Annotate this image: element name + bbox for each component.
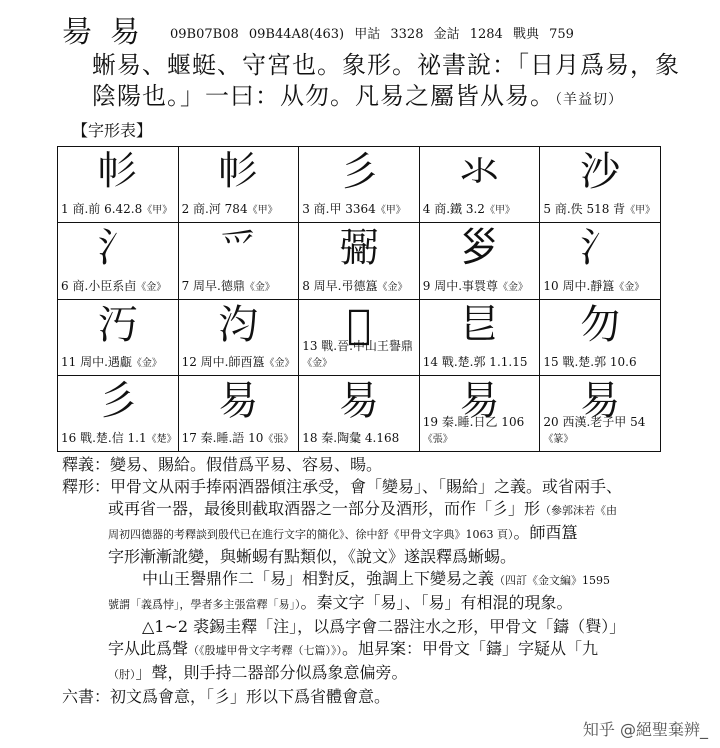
glyph-source-ref: 20 西漢.老子甲 54 [543, 415, 646, 429]
ancient-glyph-icon: 䰜 [338, 225, 379, 272]
glyph-caption [543, 201, 658, 219]
glyph-table-label: 【字形表】 [72, 121, 153, 140]
p3-line-2-text: 字从此爲聲 [108, 639, 189, 658]
ancient-glyph-icon: 易 [580, 377, 621, 424]
glyph-corpus: 《張》 [422, 434, 453, 445]
glyph-cell [178, 375, 299, 451]
glyph-caption [543, 278, 658, 296]
glyph-cell [299, 147, 420, 223]
glyph-corpus: 《甲》 [142, 205, 173, 217]
glyph-cell [58, 299, 179, 375]
glyph-cell [299, 299, 420, 375]
glyph-source-ref: 12 周中.師酉簋 [181, 354, 265, 369]
glyph-caption [302, 201, 417, 219]
glyph-corpus: 《甲》 [247, 205, 278, 217]
glyph-caption [423, 354, 538, 372]
ancient-glyph-icon: 𢁘 [97, 149, 138, 195]
glyph-caption [302, 338, 417, 372]
glyph-caption [182, 430, 297, 448]
glyph-source-ref: 1 商.前 6.42.8 [61, 202, 143, 217]
glyph-corpus: 《金》 [131, 357, 162, 369]
glyph-caption [61, 201, 176, 219]
glyph-table-row [58, 375, 661, 451]
reference-codes: 09B07B08 09B44A8(463) 甲詁 3328 金詁 1284 戰典 759 [170, 27, 574, 42]
glyph-caption [543, 354, 658, 372]
glyph-corpus: 《金》 [302, 357, 333, 369]
headword-character: 易 [110, 15, 140, 50]
glyph-cell [178, 299, 299, 375]
shiyi-paragraph: 釋義：變易、賜給。假借爲平易、容易、暘。 [62, 455, 383, 474]
glyph-table [57, 146, 661, 452]
shixing-note-2: 周初四德器的考釋談到殷代已在進行文字的簡化》、徐中舒《甲骨文字典》1063 頁） [108, 528, 514, 541]
glyph-caption [61, 278, 176, 296]
p2-line-2 [62, 592, 672, 616]
commentary [62, 454, 672, 708]
liushu-text: 六書：初文爲會意，「 [62, 687, 215, 706]
glyph-source-ref: 5 商.佚 518 背 [543, 202, 626, 217]
seal-script-glyph: 昜 [62, 15, 92, 50]
glyph-caption [423, 278, 538, 296]
ancient-glyph-icon: 勿 [580, 301, 621, 348]
shuowen-definition [92, 50, 692, 116]
glyph-source-ref: 18 秦.陶彙 4.168 [302, 431, 400, 445]
ancient-glyph-icon: 易 [218, 377, 259, 424]
p3-line-2-end: 。旭昇案：甲骨文「鑄」字疑从「九 [342, 639, 599, 658]
glyph-source-ref: 3 商.甲 3364 [302, 202, 376, 217]
glyph-cell [540, 375, 661, 451]
glyph-cell [178, 147, 299, 223]
ancient-glyph-icon: 汅 [97, 301, 138, 348]
ancient-glyph-icon: 汮 [218, 301, 259, 348]
liushu-glyph-icon: 彡 [214, 687, 231, 706]
shixing-line-2-text: 或再省一器，最後則截取酒器之一部分及酒形，而作「 [108, 499, 493, 518]
ancient-glyph-icon: 𣲖 [346, 301, 371, 348]
ancient-glyph-icon: 氺 [459, 149, 500, 195]
p3-note: （《殷墟甲骨文字考釋（七篇）》） [188, 644, 343, 657]
glyph-cell [540, 299, 661, 375]
glyph-source-ref: 13 戰.晉.中山王譽鼎 [302, 338, 413, 353]
shixing-line-3-end: 。師酉簋 [513, 523, 578, 542]
glyph-cell [419, 375, 540, 451]
glyph-corpus: 《甲》 [484, 205, 515, 217]
glyph-source-ref: 15 戰.楚.郭 10.6 [543, 354, 637, 369]
definition-line-1: 蜥易、蝘蜓、守宮也。象形。祕書說：「日月爲易，象 [92, 51, 680, 79]
glyph-source-ref: 19 秦.睡.日乙 106 [422, 415, 525, 429]
shixing-line-2-end: 」形 [508, 499, 541, 518]
glyph-corpus: 《金》 [136, 281, 167, 293]
glyph-source-ref: 11 周中.遇甗 [61, 354, 132, 369]
glyph-cell [299, 223, 420, 299]
ancient-glyph-icon: 彡 [97, 377, 138, 424]
glyph-cell [58, 223, 179, 299]
glyph-caption [182, 201, 297, 219]
glyph-source-ref: 17 秦.睡.語 10 [181, 431, 264, 445]
inline-glyph-icon: 彡 [492, 499, 509, 518]
p3-line-2 [62, 638, 672, 662]
p3-line-3 [62, 662, 672, 686]
glyph-cell [419, 147, 540, 223]
glyph-corpus: 《楚》 [146, 434, 177, 445]
definition-line-2-text: 陰陽也。」一曰：从勿。凡易之屬皆从易。 [92, 82, 555, 110]
glyph-source-ref: 4 商.鐵 3.2 [422, 202, 485, 217]
glyph-cell [419, 223, 540, 299]
glyph-corpus: 《篆》 [543, 434, 574, 445]
ancient-glyph-icon: 沙 [580, 149, 621, 195]
glyph-caption [182, 278, 297, 296]
glyph-corpus: 《金》 [244, 281, 275, 293]
glyph-corpus: 《金》 [614, 281, 645, 293]
glyph-corpus: 《甲》 [625, 205, 656, 217]
liushu-paragraph [62, 686, 672, 708]
glyph-cell [178, 223, 299, 299]
ancient-glyph-icon: 易 [338, 377, 379, 424]
p3-note-2: （肘） [108, 668, 136, 681]
glyph-cell [540, 147, 661, 223]
glyph-source-ref: 14 戰.楚.郭 1.1.15 [422, 354, 528, 369]
glyph-cell [58, 147, 179, 223]
glyph-source-ref: 7 周早.德鼎 [181, 278, 245, 293]
p3-line-1 [62, 616, 672, 638]
glyph-caption [543, 414, 658, 448]
glyph-corpus: 《張》 [263, 434, 294, 445]
glyph-caption [423, 201, 538, 219]
glyph-corpus: 《金》 [264, 357, 295, 369]
ancient-glyph-icon: 易 [459, 377, 500, 424]
shixing-line-4: 字形漸漸訛變，與蜥蜴有點類似，《說文》遂誤釋爲蜥蜴。 [108, 547, 517, 566]
glyph-source-ref: 6 商.小臣系卣 [61, 278, 137, 293]
p2-line-2-end: 。秦文字「易」、「易」有相混的現象。 [300, 593, 573, 612]
glyph-source-ref: 10 周中.靜簋 [543, 278, 615, 293]
ancient-glyph-icon: 彡 [338, 149, 379, 195]
glyph-corpus: 《金》 [498, 281, 529, 293]
watermark: 知乎 @絕聖棄辨_ [582, 720, 708, 739]
glyph-cell [299, 375, 420, 451]
glyph-source-ref: 9 周中.事睘尊 [422, 278, 499, 293]
glyph-corpus: 《金》 [377, 281, 408, 293]
glyph-caption [423, 414, 538, 448]
p2-line-1 [62, 568, 672, 592]
glyph-table-row [58, 223, 661, 299]
shixing-note-1: （參郭沫若《由 [540, 504, 618, 517]
shixing-line-2 [62, 498, 672, 522]
glyph-source-ref: 2 商.河 784 [181, 202, 248, 217]
glyph-corpus: 《甲》 [375, 205, 406, 217]
glyph-caption [61, 430, 176, 448]
glyph-source-ref: 16 戰.楚.信 1.1 [61, 431, 147, 445]
glyph-source-ref: 8 周早.弔德簋 [302, 278, 378, 293]
glyph-cell [540, 223, 661, 299]
zhu-glyph-icon: 𧸧 [585, 617, 602, 636]
ancient-glyph-icon: 𡿪 [459, 225, 500, 272]
shixing-line-1: 釋形：甲骨文从兩手捧兩酒器傾注承受，會「變易」、「賜給」之義。或省兩手、 [62, 477, 623, 496]
ancient-glyph-icon: 㫐 [459, 301, 500, 348]
glyph-table-row [58, 299, 661, 375]
p3-line-1-end: ）」 [601, 617, 626, 636]
p2-note-2: 號謂「義爲悖」，學者多主張當釋「易」） [108, 598, 301, 611]
p2-line-1-text: 中山王譽鼎作二「易」相對反，強調上下變易之義 [142, 569, 495, 588]
p3-line-1-text: △1~2 裘錫圭釋「注」，以爲字會二器注水之形，甲骨文「鑄（ [142, 617, 586, 636]
p3-line-3-end: 」聲，則手持二器部分似爲象意偏旁。 [135, 663, 408, 682]
entry-header [62, 8, 574, 48]
definition-line-2 [92, 81, 692, 116]
pronunciation: （羊益切） [555, 92, 623, 108]
glyph-cell [419, 299, 540, 375]
ancient-glyph-icon: 𢁘 [218, 149, 259, 195]
p2-note-1: （四訂《金文編》1595 [494, 574, 611, 587]
glyph-caption [302, 430, 417, 448]
glyph-caption [182, 354, 297, 372]
shixing-line-3 [62, 522, 672, 546]
ancient-glyph-icon: 爫 [218, 225, 259, 272]
glyph-caption [61, 354, 176, 372]
glyph-table-row [58, 147, 661, 223]
ancient-glyph-icon: 氵 [580, 225, 621, 272]
glyph-table-body [58, 147, 661, 452]
ancient-glyph-icon: 氵 [97, 225, 138, 272]
glyph-caption [302, 278, 417, 296]
glyph-cell [58, 375, 179, 451]
liushu-end: 」形以下爲省體會意。 [230, 687, 391, 706]
